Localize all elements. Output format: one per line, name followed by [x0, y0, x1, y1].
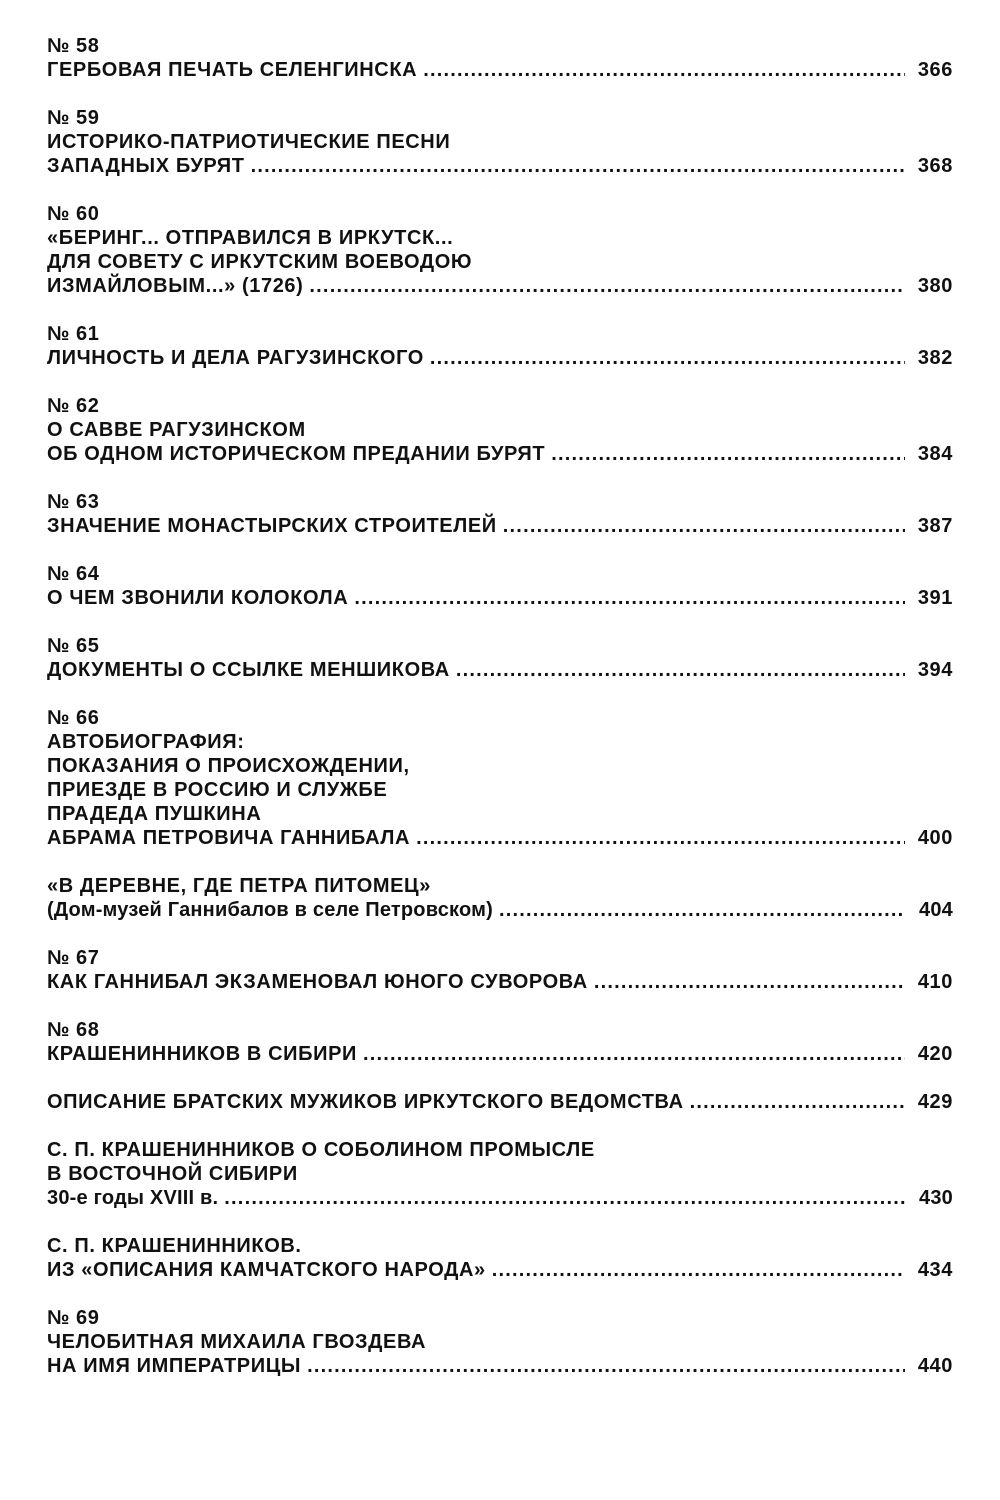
page-number: 387	[917, 515, 953, 537]
page-number: 440	[917, 1355, 953, 1377]
entry-leader-row	[47, 346, 953, 370]
entry-title-line: КАК ГАННИБАЛ ЭКЗАМЕНОВАЛ ЮНОГО СУВОРОВА	[47, 971, 588, 993]
toc-entry	[47, 1090, 953, 1114]
entry-number: № 61	[47, 323, 100, 345]
entry-number: № 59	[47, 107, 100, 129]
entry-number: № 66	[47, 707, 100, 729]
page-number: 368	[917, 155, 953, 177]
page-number: 382	[917, 347, 953, 369]
entry-leader-row	[47, 826, 953, 850]
entry-leader-row	[47, 442, 953, 466]
entry-title-line: АБРАМА ПЕТРОВИЧА ГАННИБАЛА	[47, 827, 411, 849]
entry-leader-row	[47, 1186, 953, 1210]
dot-leader	[224, 1186, 905, 1210]
entry-title-line: КРАШЕНИННИКОВ В СИБИРИ	[47, 1043, 357, 1065]
entry-title-line: НА ИМЯ ИМПЕРАТРИЦЫ	[47, 1355, 302, 1377]
page-number: 400	[917, 827, 953, 849]
entry-number: № 67	[47, 947, 100, 969]
entry-leader-row	[47, 898, 953, 922]
entry-number: № 65	[47, 635, 100, 657]
page-number: 429	[917, 1091, 953, 1113]
toc-entry	[47, 1234, 953, 1282]
page-number: 434	[917, 1259, 953, 1281]
entry-leader-row	[47, 514, 953, 538]
entry-title-line: АВТОБИОГРАФИЯ:	[47, 731, 245, 753]
dot-leader	[354, 586, 905, 610]
entry-title-line: (Дом-музей Ганнибалов в селе Петровском)	[47, 899, 493, 921]
toc-entry	[47, 1138, 953, 1210]
dot-leader	[690, 1090, 905, 1114]
toc-entry	[47, 322, 953, 370]
entry-title-line: В ВОСТОЧНОЙ СИБИРИ	[47, 1163, 298, 1185]
entry-number: № 60	[47, 203, 100, 225]
entry-title-line: «В ДЕРЕВНЕ, ГДЕ ПЕТРА ПИТОМЕЦ»	[47, 875, 431, 897]
entry-leader-row	[47, 586, 953, 610]
entry-title-line: «БЕРИНГ... ОТПРАВИЛСЯ В ИРКУТСК...	[47, 227, 454, 249]
entry-title-line: ИЗ «ОПИСАНИЯ КАМЧАТСКОГО НАРОДА»	[47, 1259, 486, 1281]
dot-leader	[423, 58, 905, 82]
toc-entry	[47, 946, 953, 994]
page-number: 380	[917, 275, 953, 297]
dot-leader	[594, 970, 905, 994]
entry-title-line: ДОКУМЕНТЫ О ССЫЛКЕ МЕНШИКОВА	[47, 659, 450, 681]
entry-title-line: 30-е годы XVIII в.	[47, 1187, 219, 1209]
entry-leader-row	[47, 658, 953, 682]
dot-leader	[430, 346, 905, 370]
entry-number: № 69	[47, 1307, 100, 1329]
toc-entry	[47, 706, 953, 850]
toc-entry	[47, 490, 953, 538]
dot-leader	[492, 1258, 905, 1282]
entry-title-line: ЗНАЧЕНИЕ МОНАСТЫРСКИХ СТРОИТЕЛЕЙ	[47, 515, 497, 537]
entry-title-line: С. П. КРАШЕНИННИКОВ.	[47, 1235, 302, 1257]
entry-number: № 58	[47, 35, 100, 57]
page-number: 404	[919, 899, 953, 921]
toc-entry	[47, 106, 953, 178]
entry-title-line: ДЛЯ СОВЕТУ С ИРКУТСКИМ ВОЕВОДОЮ	[47, 251, 473, 273]
entry-leader-row	[47, 154, 953, 178]
entry-title-line: ГЕРБОВАЯ ПЕЧАТЬ СЕЛЕНГИНСКА	[47, 59, 418, 81]
entry-leader-row	[47, 1090, 953, 1114]
entry-title-line: ЗАПАДНЫХ БУРЯТ	[47, 155, 245, 177]
page-number: 410	[917, 971, 953, 993]
dot-leader	[416, 826, 905, 850]
entry-leader-row	[47, 1258, 953, 1282]
entry-title-line: ПОКАЗАНИЯ О ПРОИСХОЖДЕНИИ,	[47, 755, 410, 777]
dot-leader	[251, 154, 905, 178]
dot-leader	[551, 442, 905, 466]
dot-leader	[363, 1042, 905, 1066]
dot-leader	[499, 898, 905, 922]
entry-title-line: ИЗМАЙЛОВЫМ...» (1726)	[47, 275, 304, 297]
page-number: 391	[917, 587, 953, 609]
toc-entry	[47, 1306, 953, 1378]
page-number: 394	[917, 659, 953, 681]
table-of-contents	[47, 34, 953, 1402]
page-number: 366	[917, 59, 953, 81]
entry-title-line: ПРАДЕДА ПУШКИНА	[47, 803, 262, 825]
entry-leader-row	[47, 970, 953, 994]
entry-leader-row	[47, 1354, 953, 1378]
entry-number: № 64	[47, 563, 100, 585]
toc-entry	[47, 874, 953, 922]
toc-entry	[47, 1018, 953, 1066]
toc-entry	[47, 562, 953, 610]
entry-leader-row	[47, 274, 953, 298]
entry-title-line: ИСТОРИКО-ПАТРИОТИЧЕСКИЕ ПЕСНИ	[47, 131, 451, 153]
entry-title-line: О САВВЕ РАГУЗИНСКОМ	[47, 419, 306, 441]
toc-entry	[47, 394, 953, 466]
entry-number: № 68	[47, 1019, 100, 1041]
page-number: 430	[919, 1187, 953, 1209]
entry-number: № 62	[47, 395, 100, 417]
toc-entry	[47, 34, 953, 82]
toc-entry	[47, 634, 953, 682]
dot-leader	[456, 658, 905, 682]
entry-title-line: ОПИСАНИЕ БРАТСКИХ МУЖИКОВ ИРКУТСКОГО ВЕДОМСТВА	[47, 1091, 684, 1113]
dot-leader	[309, 274, 905, 298]
dot-leader	[307, 1354, 905, 1378]
entry-title-line: ЧЕЛОБИТНАЯ МИХАИЛА ГВОЗДЕВА	[47, 1331, 427, 1353]
entry-title-line: ЛИЧНОСТЬ И ДЕЛА РАГУЗИНСКОГО	[47, 347, 424, 369]
entry-number: № 63	[47, 491, 100, 513]
entry-leader-row	[47, 1042, 953, 1066]
page-number: 384	[917, 443, 953, 465]
dot-leader	[503, 514, 905, 538]
page-number: 420	[917, 1043, 953, 1065]
entry-title-line: ОБ ОДНОМ ИСТОРИЧЕСКОМ ПРЕДАНИИ БУРЯТ	[47, 443, 546, 465]
entry-title-line: ПРИЕЗДЕ В РОССИЮ И СЛУЖБЕ	[47, 779, 388, 801]
toc-entry	[47, 202, 953, 298]
entry-leader-row	[47, 58, 953, 82]
entry-title-line: С. П. КРАШЕНИННИКОВ О СОБОЛИНОМ ПРОМЫСЛЕ	[47, 1139, 595, 1161]
entry-title-line: О ЧЕМ ЗВОНИЛИ КОЛОКОЛА	[47, 587, 349, 609]
